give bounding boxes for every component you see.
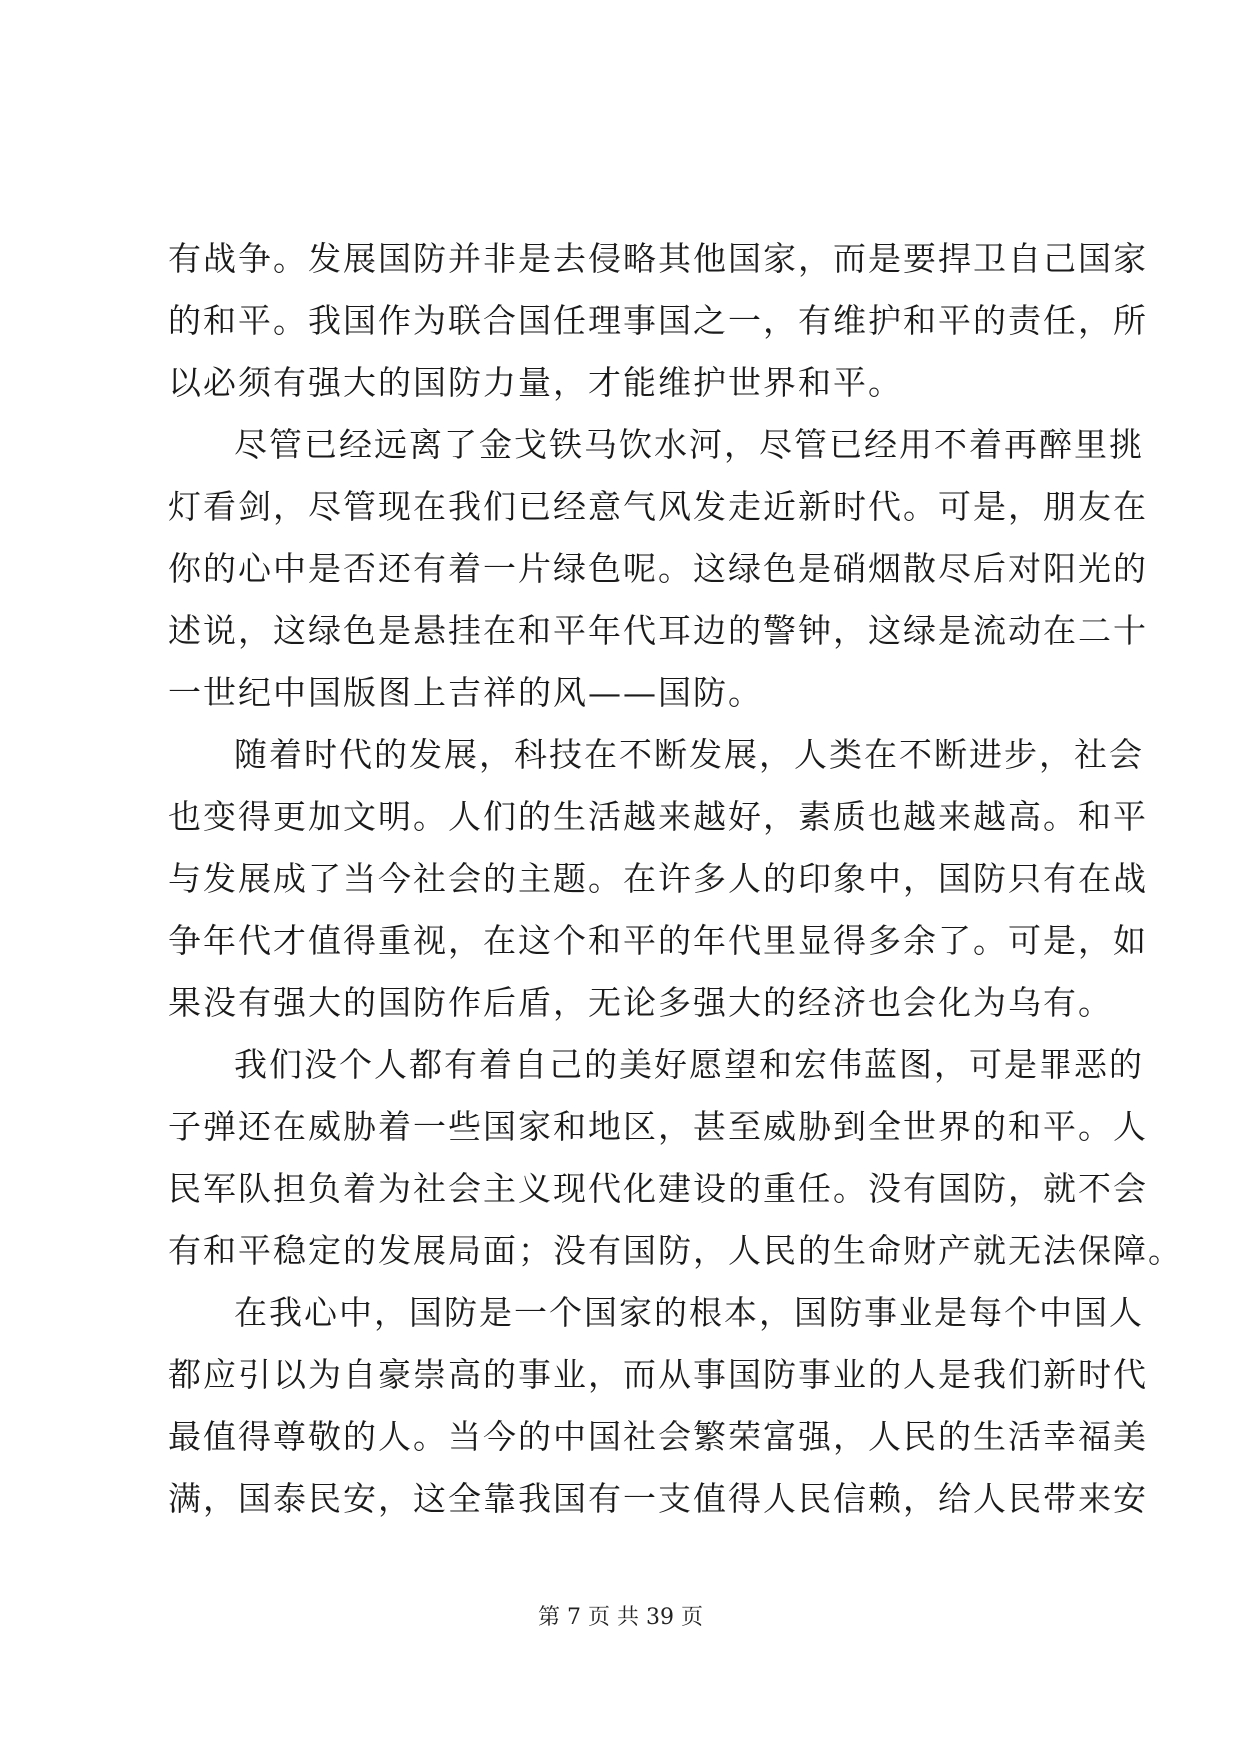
text-line: 你的心中是否还有着一片绿色呢。这绿色是硝烟散尽后对阳光的 (168, 549, 1148, 588)
text-line: 与发展成了当今社会的主题。在许多人的印象中，国防只有在战 (168, 859, 1148, 898)
text-line: 民军队担负着为社会主义现代化建设的重任。没有国防，就不会 (168, 1169, 1148, 1208)
text-line: 以必须有强大的国防力量，才能维护世界和平。 (168, 363, 903, 402)
paragraph-first-line: 我们没个人都有着自己的美好愿望和宏伟蓝图，可是罪恶的 (234, 1045, 1144, 1084)
text-line: 满，国泰民安，这全靠我国有一支值得人民信赖，给人民带来安 (168, 1479, 1148, 1518)
text-line: 一世纪中国版图上吉祥的风——国防。 (168, 673, 763, 712)
text-line: 也变得更加文明。人们的生活越来越好，素质也越来越高。和平 (168, 797, 1148, 836)
text-line: 争年代才值得重视，在这个和平的年代里显得多余了。可是，如 (168, 921, 1148, 960)
text-line: 有战争。发展国防并非是去侵略其他国家，而是要捍卫自己国家 (168, 239, 1148, 278)
paragraph-first-line: 尽管已经远离了金戈铁马饮水河，尽管已经用不着再醉里挑 (234, 425, 1144, 464)
text-line: 子弹还在威胁着一些国家和地区，甚至威胁到全世界的和平。人 (168, 1107, 1148, 1146)
page-number-footer: 第 7 页 共 39 页 (538, 1605, 703, 1630)
text-line: 果没有强大的国防作后盾，无论多强大的经济也会化为乌有。 (168, 983, 1113, 1022)
paragraph-first-line: 随着时代的发展，科技在不断发展，人类在不断进步，社会 (234, 735, 1144, 774)
text-line: 最值得尊敬的人。当今的中国社会繁荣富强，人民的生活幸福美 (168, 1417, 1148, 1456)
text-line: 有和平稳定的发展局面；没有国防，人民的生命财产就无法保障。 (168, 1231, 1183, 1270)
text-line: 灯看剑，尽管现在我们已经意气风发走近新时代。可是，朋友在 (168, 487, 1148, 526)
paragraph-first-line: 在我心中，国防是一个国家的根本，国防事业是每个中国人 (234, 1293, 1144, 1332)
text-line: 的和平。我国作为联合国任理事国之一，有维护和平的责任，所 (168, 301, 1148, 340)
text-line: 都应引以为自豪崇高的事业，而从事国防事业的人是我们新时代 (168, 1355, 1148, 1394)
text-line: 述说，这绿色是悬挂在和平年代耳边的警钟，这绿是流动在二十 (168, 611, 1148, 650)
